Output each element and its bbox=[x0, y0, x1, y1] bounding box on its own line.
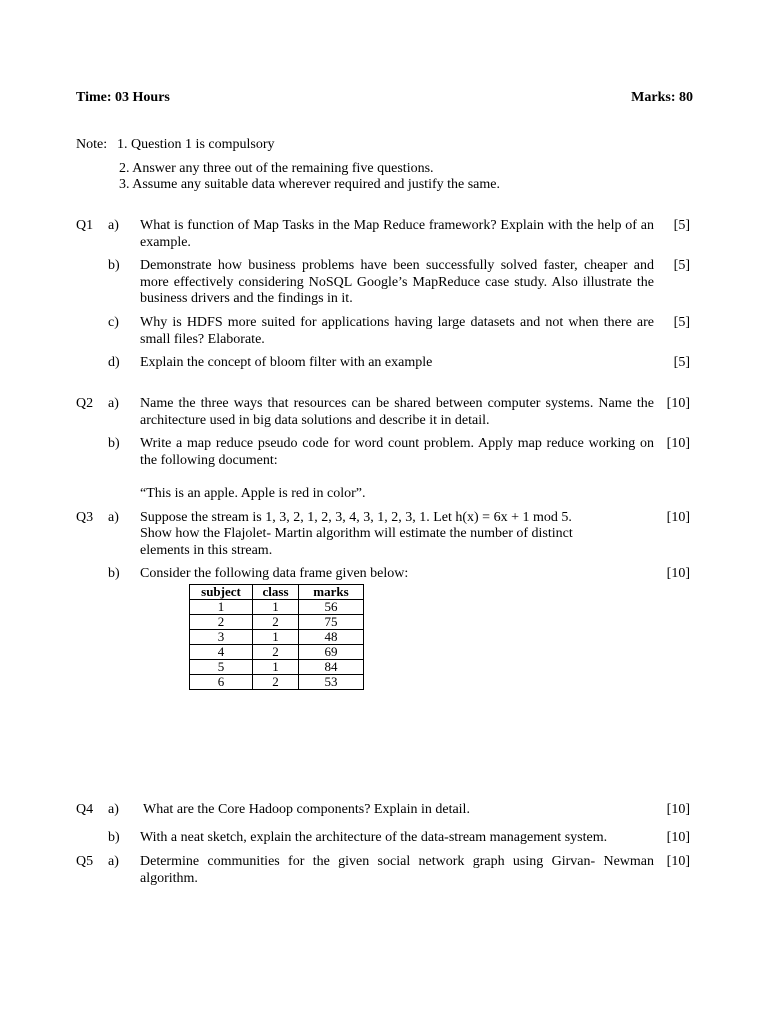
table-cell: 4 bbox=[190, 645, 253, 660]
sample-document: “This is an apple. Apple is red in color”. bbox=[140, 486, 366, 501]
note-item: 1. Question 1 is compulsory bbox=[117, 137, 275, 152]
question-number: Q3 bbox=[76, 510, 94, 525]
question-text: What are the Core Hadoop components? Explain in detail. bbox=[143, 802, 470, 817]
table-header-row bbox=[190, 585, 364, 600]
question-number: Q1 bbox=[76, 218, 94, 233]
table-row bbox=[190, 615, 364, 630]
table-cell: 75 bbox=[299, 615, 364, 630]
table-cell: 2 bbox=[253, 615, 299, 630]
question-marks: [10] bbox=[666, 566, 690, 581]
table-row bbox=[190, 660, 364, 675]
table-row bbox=[190, 600, 364, 615]
question-marks: [10] bbox=[666, 854, 690, 869]
table-row bbox=[190, 675, 364, 690]
table-cell: 2 bbox=[253, 675, 299, 690]
question-marks: [5] bbox=[673, 258, 690, 273]
question-marks: [5] bbox=[673, 355, 690, 370]
table-cell: 5 bbox=[190, 660, 253, 675]
question-marks: [10] bbox=[666, 510, 690, 525]
question-marks: [10] bbox=[666, 436, 690, 451]
question-text: With a neat sketch, explain the architecture of the data-stream management system. bbox=[140, 830, 608, 845]
column-header: subject bbox=[190, 585, 253, 600]
note-item: 3. Assume any suitable data wherever required and justify the same. bbox=[119, 177, 500, 192]
question-text: Write a map reduce pseudo code for word count problem. Apply map reduce working on the following document: bbox=[140, 436, 654, 468]
part-label: a) bbox=[108, 854, 119, 869]
table-cell: 48 bbox=[299, 630, 364, 645]
question-text: Suppose the stream is 1, 3, 2, 1, 2, 3, 4, 3, 1, 2, 3, 1. Let h(x) = 6x + 1 mod 5. bbox=[140, 510, 572, 525]
question-text: Name the three ways that resources can be shared between computer systems. Name the architecture used in big data solutions and describe it in detail. bbox=[140, 396, 654, 428]
part-label: b) bbox=[108, 566, 120, 581]
question-marks: [10] bbox=[666, 830, 690, 845]
table-cell: 84 bbox=[299, 660, 364, 675]
part-label: b) bbox=[108, 436, 120, 451]
question-marks: [5] bbox=[673, 218, 690, 233]
question-text: elements in this stream. bbox=[140, 543, 273, 558]
table-cell: 2 bbox=[190, 615, 253, 630]
table-cell: 1 bbox=[253, 600, 299, 615]
part-label: c) bbox=[108, 315, 119, 330]
question-marks: [10] bbox=[666, 802, 690, 817]
data-frame-table bbox=[189, 584, 364, 690]
question-number: Q2 bbox=[76, 396, 94, 411]
table-cell: 56 bbox=[299, 600, 364, 615]
column-header: marks bbox=[299, 585, 364, 600]
total-marks: Marks: 80 bbox=[631, 90, 693, 105]
question-text: Why is HDFS more suited for applications having large datasets and not when there are small files? Elaborate. bbox=[140, 315, 654, 347]
question-text: Explain the concept of bloom filter with an example bbox=[140, 355, 433, 370]
question-marks: [5] bbox=[673, 315, 690, 330]
question-number: Q4 bbox=[76, 802, 94, 817]
table-cell: 53 bbox=[299, 675, 364, 690]
table-cell: 69 bbox=[299, 645, 364, 660]
part-label: a) bbox=[108, 218, 119, 233]
question-text: What is function of Map Tasks in the Map Reduce framework? Explain with the help of an example. bbox=[140, 218, 654, 250]
question-text: Demonstrate how business problems have been successfully solved faster, cheaper and more effectively considering NoSQL Google’s MapReduce case study. Also illustrate the business drivers and the findings in it. bbox=[140, 258, 654, 306]
part-label: b) bbox=[108, 258, 120, 273]
question-text: Determine communities for the given social network graph using Girvan- Newman algorithm. bbox=[140, 854, 654, 886]
part-label: a) bbox=[108, 510, 119, 525]
note-label: Note: bbox=[76, 137, 108, 152]
question-text: Show how the Flajolet- Martin algorithm will estimate the number of distinct bbox=[140, 526, 573, 541]
part-label: a) bbox=[108, 396, 119, 411]
column-header: class bbox=[253, 585, 299, 600]
table-cell: 6 bbox=[190, 675, 253, 690]
table-cell: 1 bbox=[253, 660, 299, 675]
table-row bbox=[190, 630, 364, 645]
table-row bbox=[190, 645, 364, 660]
part-label: b) bbox=[108, 830, 120, 845]
question-text: Consider the following data frame given below: bbox=[140, 566, 409, 581]
table-cell: 1 bbox=[190, 600, 253, 615]
note-item: 2. Answer any three out of the remaining five questions. bbox=[119, 161, 434, 176]
question-number: Q5 bbox=[76, 854, 94, 869]
part-label: d) bbox=[108, 355, 120, 370]
time-label: Time: 03 Hours bbox=[76, 90, 170, 105]
table-cell: 1 bbox=[253, 630, 299, 645]
question-marks: [10] bbox=[666, 396, 690, 411]
part-label: a) bbox=[108, 802, 119, 817]
table-cell: 3 bbox=[190, 630, 253, 645]
table-cell: 2 bbox=[253, 645, 299, 660]
